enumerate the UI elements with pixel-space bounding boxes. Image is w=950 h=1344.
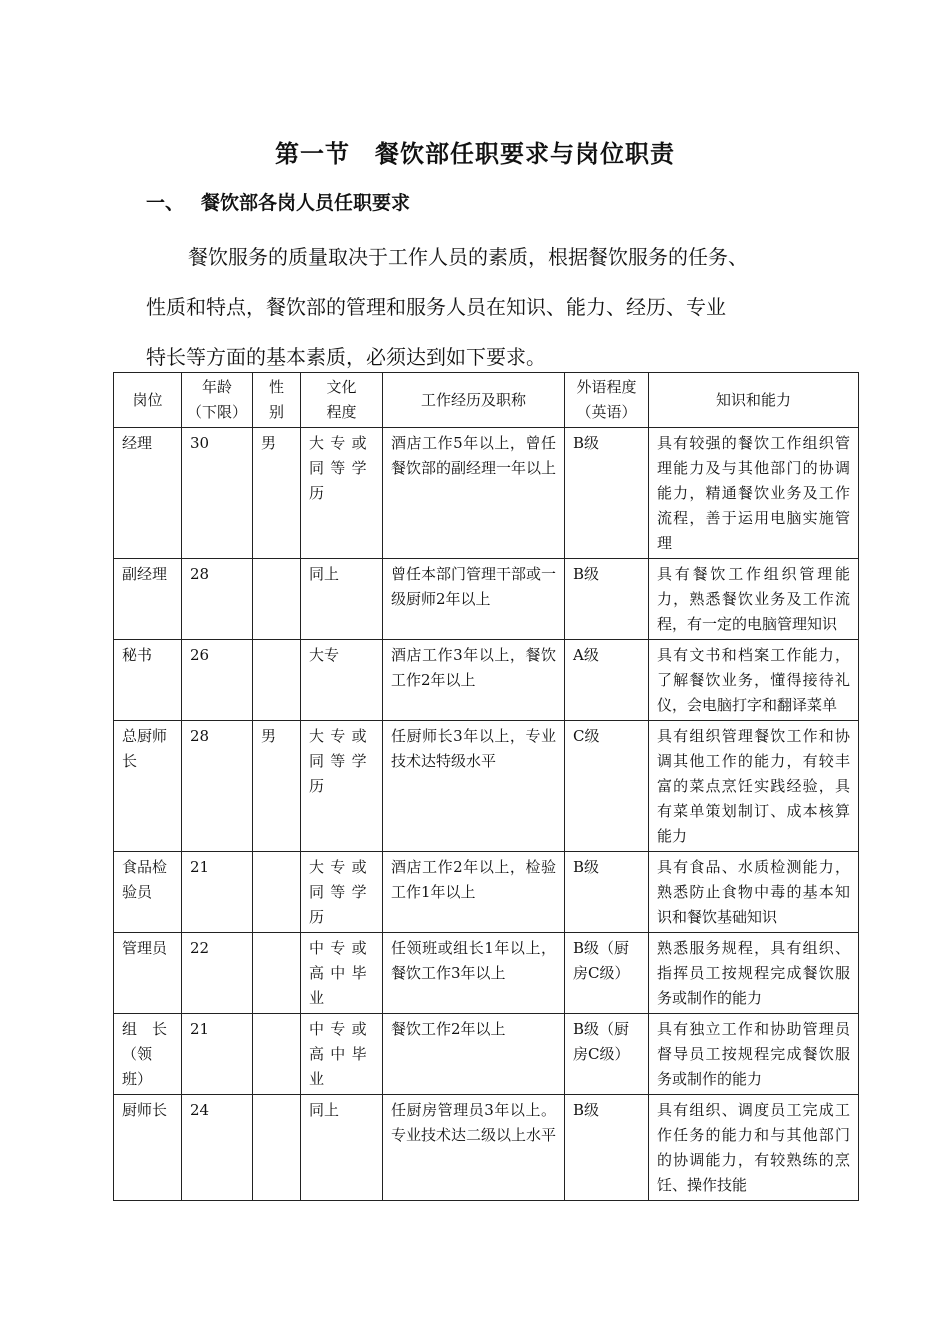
table-row	[114, 428, 859, 559]
cell-skills: 具有餐饮工作组织管理能力，熟悉餐饮业务及工作流程，有一定的电脑管理知识	[649, 559, 859, 640]
cell-language: A级	[565, 640, 649, 721]
cell-experience: 酒店工作3年以上，餐饮工作2年以上	[383, 640, 565, 721]
header-skills: 知识和能力	[649, 373, 859, 428]
cell-gender	[253, 852, 301, 933]
cell-experience: 酒店工作2年以上，检验工作1年以上	[383, 852, 565, 933]
page-title: 第一节 餐饮部任职要求与岗位职责	[275, 140, 675, 168]
cell-education: 大专或同等学历	[301, 428, 383, 559]
header-age-line: 年龄	[201, 378, 232, 396]
cell-age: 26	[182, 640, 253, 721]
cell-education: 大专或同等学历	[301, 852, 383, 933]
cell-gender	[253, 559, 301, 640]
cell-language: B级	[565, 852, 649, 933]
cell-position: 副经理	[114, 559, 182, 640]
section-heading-text: 餐饮部各岗人员任职要求	[201, 192, 411, 214]
cell-position: 管理员	[114, 933, 182, 1014]
table-header-row	[114, 373, 859, 428]
header-gender-line: 别	[268, 403, 284, 421]
cell-position: 厨师长	[114, 1095, 182, 1201]
requirements-table	[113, 372, 859, 1201]
table-row	[114, 559, 859, 640]
cell-position: 组 长（领班）	[114, 1014, 182, 1095]
cell-position: 总厨师长	[114, 721, 182, 852]
header-age-line: （下限）	[186, 403, 247, 421]
header-position: 岗位	[114, 373, 182, 428]
cell-education: 同上	[301, 1095, 383, 1201]
header-education-line: 程度	[326, 403, 357, 421]
cell-education: 大专或同等学历	[301, 721, 383, 852]
table-row	[114, 1095, 859, 1201]
header-education	[301, 373, 383, 428]
cell-language: C级	[565, 721, 649, 852]
cell-language: B级（厨房C级）	[565, 1014, 649, 1095]
cell-gender	[253, 933, 301, 1014]
cell-position: 食品检验员	[114, 852, 182, 933]
cell-experience: 任厨房管理员3年以上。专业技术达二级以上水平	[383, 1095, 565, 1201]
cell-experience: 曾任本部门管理干部或一级厨师2年以上	[383, 559, 565, 640]
intro-paragraph	[146, 232, 846, 382]
header-age	[182, 373, 253, 428]
cell-position: 经理	[114, 428, 182, 559]
cell-skills: 具有组织、调度员工完成工作任务的能力和与其他部门的协调能力，有较熟练的烹饪、操作技能	[649, 1095, 859, 1201]
table-row	[114, 852, 859, 933]
cell-age: 28	[182, 559, 253, 640]
header-experience: 工作经历及职称	[383, 373, 565, 428]
header-education-line: 文化	[326, 378, 357, 396]
cell-education: 大专	[301, 640, 383, 721]
cell-gender: 男	[253, 721, 301, 852]
header-language-line: 外语程度	[576, 378, 637, 396]
cell-gender	[253, 1095, 301, 1201]
header-language-line: （英语）	[576, 403, 637, 421]
cell-gender: 男	[253, 428, 301, 559]
cell-skills: 具有文书和档案工作能力，了解餐饮业务，懂得接待礼仪，会电脑打字和翻译菜单	[649, 640, 859, 721]
cell-language: B级	[565, 428, 649, 559]
cell-age: 21	[182, 1014, 253, 1095]
section-heading	[146, 188, 410, 215]
cell-gender	[253, 640, 301, 721]
cell-education: 中专或高中毕业	[301, 1014, 383, 1095]
section-number: 一、	[146, 192, 185, 214]
cell-age: 24	[182, 1095, 253, 1201]
table-row	[114, 1014, 859, 1095]
intro-line: 性质和特点，餐饮部的管理和服务人员在知识、能力、经历、专业	[146, 295, 726, 319]
header-gender-line: 性	[268, 378, 284, 396]
table-row	[114, 933, 859, 1014]
table-row	[114, 640, 859, 721]
cell-experience: 酒店工作5年以上，曾任餐饮部的副经理一年以上	[383, 428, 565, 559]
cell-skills: 具有较强的餐饮工作组织管理能力及与其他部门的协调能力，精通餐饮业务及工作流程，善于运用电脑实施管理	[649, 428, 859, 559]
cell-experience: 任厨师长3年以上，专业技术达特级水平	[383, 721, 565, 852]
cell-age: 21	[182, 852, 253, 933]
header-gender	[253, 373, 301, 428]
cell-language: B级	[565, 559, 649, 640]
cell-skills: 具有组织管理餐饮工作和协调其他工作的能力，有较丰富的菜点烹饪实践经验，具有菜单策划制订、成本核算能力	[649, 721, 859, 852]
cell-skills: 熟悉服务规程，具有组织、指挥员工按规程完成餐饮服务或制作的能力	[649, 933, 859, 1014]
cell-skills: 具有独立工作和协助管理员督导员工按规程完成餐饮服务或制作的能力	[649, 1014, 859, 1095]
cell-education: 中专或高中毕业	[301, 933, 383, 1014]
header-language	[565, 373, 649, 428]
cell-experience: 餐饮工作2年以上	[383, 1014, 565, 1095]
table-row	[114, 721, 859, 852]
cell-age: 30	[182, 428, 253, 559]
cell-language: B级（厨房C级）	[565, 933, 649, 1014]
cell-language: B级	[565, 1095, 649, 1201]
cell-position: 秘书	[114, 640, 182, 721]
cell-gender	[253, 1014, 301, 1095]
cell-age: 28	[182, 721, 253, 852]
cell-age: 22	[182, 933, 253, 1014]
intro-line: 特长等方面的基本素质，必须达到如下要求。	[146, 345, 546, 369]
cell-education: 同上	[301, 559, 383, 640]
cell-skills: 具有食品、水质检测能力，熟悉防止食物中毒的基本知识和餐饮基础知识	[649, 852, 859, 933]
intro-line: 餐饮服务的质量取决于工作人员的素质，根据餐饮服务的任务、	[188, 245, 748, 269]
cell-experience: 任领班或组长1年以上，餐饮工作3年以上	[383, 933, 565, 1014]
